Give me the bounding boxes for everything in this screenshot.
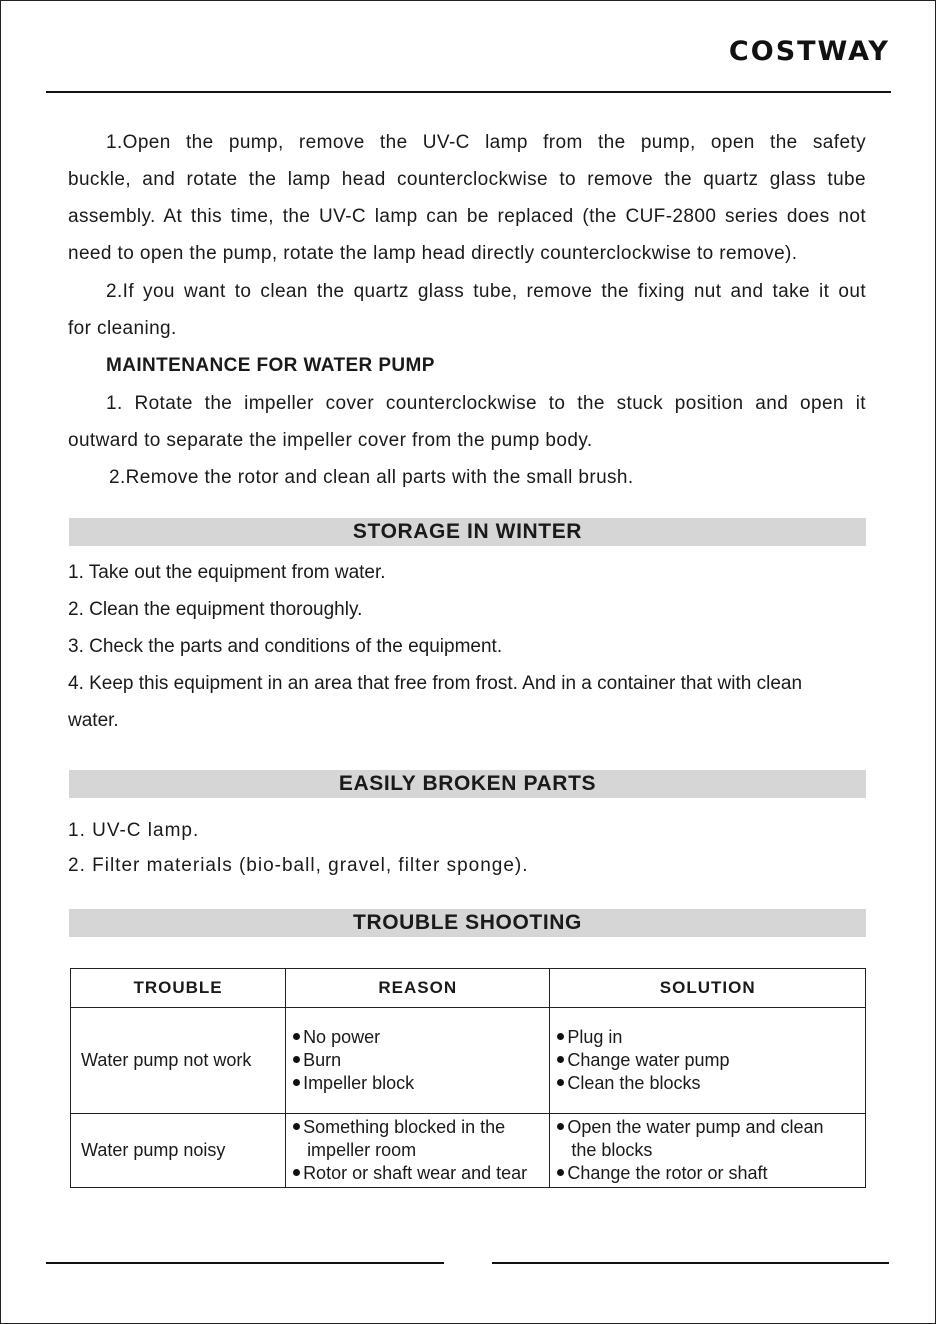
bullet-icon — [557, 1079, 564, 1086]
solution-item: Open the water pump and clean — [551, 1116, 864, 1139]
solution-item-cont: the blocks — [571, 1140, 653, 1160]
reason-item: Impeller block — [287, 1072, 548, 1095]
trouble-cell: Water pump not work — [71, 1008, 286, 1114]
storage-item-2: 2. Clean the equipment thoroughly. — [68, 599, 363, 620]
reason-item-cont: impeller room — [307, 1140, 417, 1160]
footer-rule-left — [46, 1262, 444, 1264]
storage-item-4: 4. Keep this equipment in an area that free from frost. And in a container that with clean — [68, 673, 803, 694]
trouble-cell: Water pump noisy — [71, 1114, 286, 1188]
reason-item: Something blocked in the — [287, 1116, 548, 1139]
table-row — [71, 1114, 866, 1188]
p2-line-2: for cleaning. — [68, 318, 177, 339]
footer-rule-right — [492, 1262, 889, 1264]
header-solution: SOLUTION — [550, 969, 866, 1008]
broken-part-1: 1. UV-C lamp. — [68, 820, 200, 841]
p2-line-1: 2.If you want to clean the quartz glass tube, remove the fixing nut and take it out — [106, 281, 866, 302]
reason-item: No power — [287, 1026, 548, 1049]
broken-part-2: 2. Filter materials (bio-ball, gravel, filter sponge). — [68, 855, 529, 876]
p1-line-1: 1.Open the pump, remove the UV-C lamp from the pump, open the safety — [106, 132, 866, 153]
bullet-icon — [557, 1056, 564, 1063]
m1-line-2: outward to separate the impeller cover from the pump body. — [68, 430, 593, 451]
reason-item: Burn — [287, 1049, 548, 1072]
m2-line-1: 2.Remove the rotor and clean all parts with the small brush. — [109, 467, 634, 488]
p1-line-3: assembly. At this time, the UV-C lamp can be replaced (the CUF-2800 series does not — [68, 206, 866, 227]
solution-cell — [550, 1114, 866, 1188]
table-header-row — [71, 969, 866, 1008]
reason-cell — [286, 1114, 550, 1188]
storage-section-title: STORAGE IN WINTER — [69, 518, 866, 546]
header-rule — [46, 91, 891, 93]
maintenance-heading: MAINTENANCE FOR WATER PUMP — [106, 355, 435, 376]
bullet-icon — [293, 1169, 300, 1176]
solution-item: Change the rotor or shaft — [551, 1162, 864, 1185]
header-reason: REASON — [286, 969, 550, 1008]
reason-cell — [286, 1008, 550, 1114]
bullet-icon — [293, 1056, 300, 1063]
m1-line-1: 1. Rotate the impeller cover counterclockwise to the stuck position and open it — [106, 393, 866, 414]
storage-item-3: 3. Check the parts and conditions of the equipment. — [68, 636, 503, 657]
solution-item: Clean the blocks — [551, 1072, 864, 1095]
bullet-icon — [293, 1079, 300, 1086]
solution-item: Plug in — [551, 1026, 864, 1049]
bullet-icon — [293, 1033, 300, 1040]
trouble-table — [70, 968, 866, 1188]
storage-item-1: 1. Take out the equipment from water. — [68, 562, 386, 583]
bullet-icon — [557, 1123, 564, 1130]
storage-item-4-cont: water. — [68, 710, 119, 731]
bullet-icon — [557, 1033, 564, 1040]
bullet-icon — [557, 1169, 564, 1176]
trouble-section-title: TROUBLE SHOOTING — [69, 909, 866, 937]
reason-item: Rotor or shaft wear and tear — [287, 1162, 548, 1185]
brand-logo: COSTWAY — [728, 36, 890, 67]
broken-parts-section-title: EASILY BROKEN PARTS — [69, 770, 866, 798]
solution-item: Change water pump — [551, 1049, 864, 1072]
p1-line-2: buckle, and rotate the lamp head counterclockwise to remove the quartz glass tube — [68, 169, 866, 190]
table-row — [71, 1008, 866, 1114]
bullet-icon — [293, 1123, 300, 1130]
solution-cell — [550, 1008, 866, 1114]
header-trouble: TROUBLE — [71, 969, 286, 1008]
p1-line-4: need to open the pump, rotate the lamp head directly counterclockwise to remove). — [68, 243, 798, 264]
